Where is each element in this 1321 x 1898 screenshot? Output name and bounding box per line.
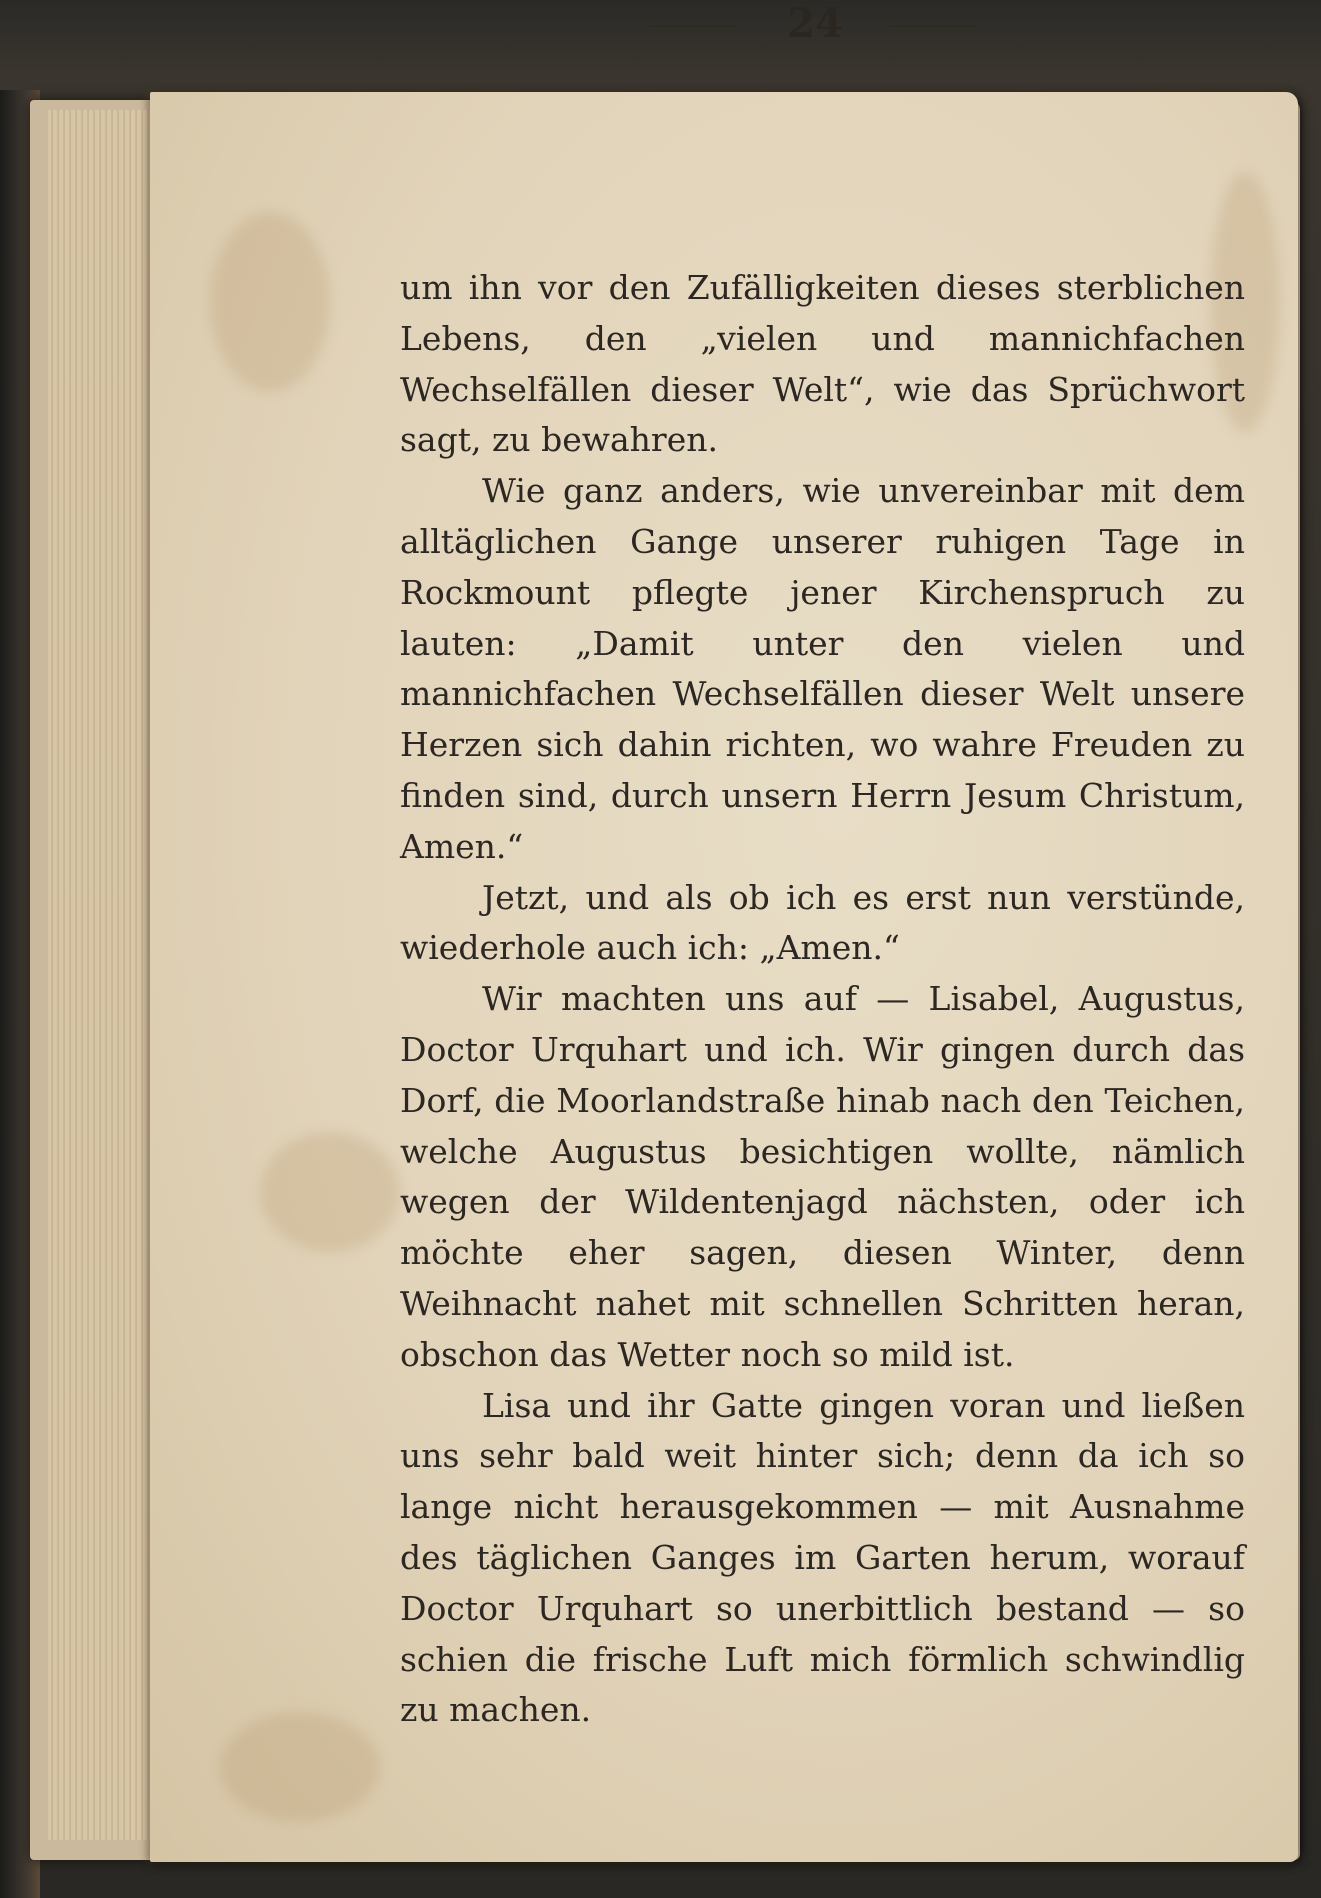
header-rule-right (890, 25, 978, 27)
body-text (400, 263, 1245, 1736)
header-rule-left (650, 25, 738, 27)
paragraph: Wie ganz anders, wie unvereinbar mit dem alltäglichen Gange unserer ruhigen Tage in Rockmount pflegte jener Kirchenspruch zu lauten: „Damit unter den vielen und mannichfachen Wechselfällen dieser Welt unsere Herzen sich dahin richten, wo wahre Freuden zu finden sind, durch unsern Herrn Jesum Christum, Amen.“ (400, 471, 1245, 866)
paragraph: Lisa und ihr Gatte gingen voran und ließen uns sehr bald weit hinter sich; denn da ich so lange nicht herausgekommen — mit Ausnahme des täglichen Ganges im Garten herum, worauf Doctor Urquhart so unerbittlich bestand — so schien die frische Luft mich förmlich schwindlig zu machen. (400, 1385, 1245, 1730)
paper-stain (210, 212, 330, 392)
paper-stain (260, 1132, 400, 1252)
paper-stain (220, 1712, 380, 1822)
page-number: 24 (787, 0, 843, 47)
page-edges (48, 110, 158, 1840)
page-header (650, 0, 980, 50)
paragraph: Jetzt, und als ob ich es erst nun verstünde, wiederhole auch ich: „Amen.“ (400, 877, 1245, 968)
paragraph: um ihn vor den Zufälligkeiten dieses sterblichen Lebens, den „vielen und mannichfachen Wechselfällen dieser Welt“, wie das Sprüchwort sagt, zu bewahren. (400, 268, 1245, 460)
paragraph: Wir machten uns auf — Lisabel, Augustus, Doctor Urquhart und ich. Wir gingen durch das Dorf, die Moorlandstraße hinab nach den Teichen, welche Augustus besichtigen wollte, nämlich wegen der Wildentenjagd nächsten, oder ich möchte eher sagen, diesen Winter, denn Weihnacht nahet mit schnellen Schritten heran, obschon das Wetter noch so mild ist. (400, 979, 1245, 1374)
